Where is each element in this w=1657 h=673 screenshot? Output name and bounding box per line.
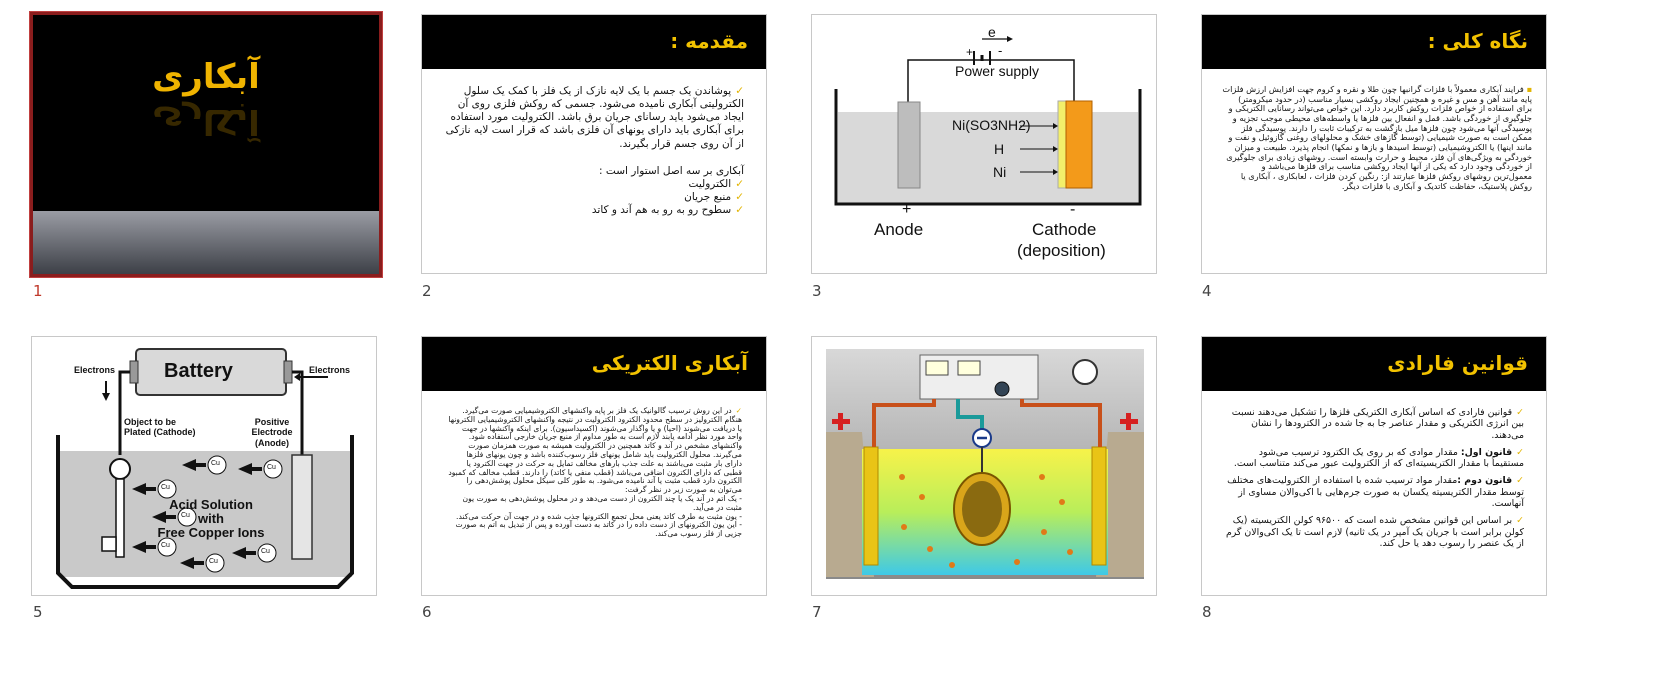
slide-thumbnail-1[interactable] xyxy=(30,12,382,277)
list-item: یون مثبت به طرف کاتد یعنی محل تجمع الکترونها جذب شده و در جهت آن حرکت می‌کند. xyxy=(456,511,737,521)
cathode-object-label: Object to be Plated (Cathode) xyxy=(124,417,196,438)
power-supply-label: Power supply xyxy=(955,63,1040,79)
slide-thumbnail-3[interactable] xyxy=(811,14,1157,274)
anode-sign: + xyxy=(902,201,912,218)
slide-body: ▪ فرایند آبکاری معمولاً با فلزات گرانبها چون طلا و نقره و کروم جهت افزایش ارزش فلزات پایه مانند آهن و مس و غیره و همچنین ایجاد روکشی بسیار مناسب (در حدود میکرومتر) برای استفاده از خواص فلزات روکش کاربرد دارد. این خواص می‌تواند رسانایی الکتریکی و جلوگیری از خوردگی باشد. قمل و انفعال بین فلزها یا واسطه‌های محیطی موجب تجزیه و پوسیدگی آنها می‌شود چون فلزها میل بازگشت به ترکیبات ثابت را دارند. پوسیدگی فلز ممکن است به صورت شیمیایی (توسط گازهای خشک و محلولهای روغنی گازوئیل و نفت و مانند اینها) یا الکتروشیمیایی (توسط اسیدها و بازها و نمکها) انجام پذیرد. طبیعت و میزان خوردگی به ویژگی‌های آن فلز، محیط و حرارت وابسته است. روشهای زیادی برای جلوگیری از خوردگی وجود دارد که یکی از آنها ایجاد روکشی مناسب برای فلزها می‌باشد و معمول‌ترین روشهای روکش فلزها عبارتند از: رنگین کردن فلزات ، لعابکاری ، آبکاری یا روکش پلاستیک، حفاظت کاتدیک و آبکاری با فلزات دیگر. xyxy=(1222,84,1532,191)
slide-title-reflection: آبکاری xyxy=(152,101,260,141)
ion-label: Cu xyxy=(211,460,220,467)
minus-terminal: - xyxy=(998,43,1003,58)
slide-header xyxy=(422,337,766,391)
slide-thumbnail-4[interactable] xyxy=(1201,14,1547,274)
slide-title: آبکاری الکتریکی xyxy=(591,351,748,375)
ion-label: Cu xyxy=(161,484,170,491)
slide-thumbnail-5[interactable] xyxy=(31,336,377,596)
slide-footer-band xyxy=(33,211,379,274)
solution-label: Free Copper Ions xyxy=(157,525,265,540)
body-intro: آبکاری بر سه اصل استوار است : xyxy=(599,164,744,177)
ion-label: Ni(SO3NH2) xyxy=(952,117,1031,133)
ion-label: Cu xyxy=(209,558,218,565)
slide-number: 4 xyxy=(1202,282,1212,300)
slide-thumbnail-8[interactable] xyxy=(1201,336,1547,596)
slide-title: قوانین فارادی xyxy=(1387,351,1528,375)
battery-label: Battery xyxy=(164,360,233,382)
plating-illustration xyxy=(812,337,1157,596)
list-item: قوانین فارادی که اساس آبکاری الکتریکی فلزها را تشکیل می‌دهند نسبت بین انرژی الکتریکی و مقدار عناصر جا به جا شده در الکترودها را نشان می‌دهند. xyxy=(1231,407,1524,441)
ion-label: Cu xyxy=(261,548,270,555)
anode-label: Anode xyxy=(874,220,924,239)
slide-number: 1 xyxy=(33,282,43,300)
electroplating-diagram xyxy=(812,15,1157,274)
slide-number: 6 xyxy=(422,603,432,621)
ion-label: Ni xyxy=(993,164,1007,180)
electrons-label: Electrons xyxy=(309,365,351,375)
cathode-sign: - xyxy=(1070,201,1076,218)
slide-number: 3 xyxy=(812,282,822,300)
solution-label: with xyxy=(198,511,224,526)
plus-terminal: + xyxy=(966,45,974,59)
slide-body xyxy=(1224,407,1524,549)
slide-number: 2 xyxy=(422,282,432,300)
list-item: الکترولیت xyxy=(688,177,732,190)
slide-header xyxy=(422,15,766,69)
slide-body: ✓ در این روش ترسیب گالوانیک یک فلز بر پایه واکنشهای الکتروشیمیایی صورت می‌گیرد. هنگام الکترولیز در سطح محدود الکترود الکترولیت در نتیجه واکنشهای الکتروشیمیایی الکترونها یا دریافت می‌شوند (احیا) و یا واگذار می‌شوند (اکسیداسیون). برای اینکه واکنشها در جهت واحد مورد نظر ادامه یابند لازم است به طور مداوم از منبع جریان خارجی استفاده شود. واکنشهای مشخص در آند و کاتد همچنین در الکترولیت همیشه به صورت همزمان صورت می‌گیرند. محلول الکترولیت باید شامل یونهای فلز رسوب‌کننده باشد و چون یونهای فلزها دارای بار مثبت می‌باشند به علت جذب بارهای مخالف تمایل به حرکت در جهت الکترود یا قطبی که دارای الکترون اضافی می‌باشد (قطب منفی یا کاتد) را دارند. قطب مخالف که کمبود الکترون دارد قطب مثبت یا آند نامیده می‌شود. به طور کلی سیکل محلول پوشش‌دهی را می‌توان به صورت زیر در نظر گرفت: - یک اتم در آند یک یا چند الکترون از دست می‌دهد و در محلول پوشش‌دهی به صورت یون مثبت در می‌آید. - یون مثبت به طرف کاتد یعنی محل تجمع الکترونها جذب شده و در جهت آن حرکت می‌کند. - این یون الکترونهای از دست داده را در کاتد به دست آورده و پس از تبدیل به اتم به صورت جزیی از فلز رسوب می‌کند. xyxy=(448,407,742,539)
body-text: فرایند آبکاری معمولاً با فلزات گرانبها چون طلا و نقره و کروم جهت افزایش ارزش فلزات پایه مانند آهن و مس و غیره و همچنین ایجاد روکشی بسیار مناسب (در حدود میکرومتر) برای استفاده از خواص فلزات روکش کاربرد دارد. این خواص می‌تواند رسانایی الکتریکی و جلوگیری از خوردگی باشد. قمل و انفعال بین فلزها یا واسطه‌های محیطی موجب تجزیه و پوسیدگی آنها می‌شود چون فلزها میل بازگشت به ترکیبات ثابت را دارند. پوسیدگی فلز ممکن است به صورت شیمیایی (توسط گازهای خشک و محلولهای روغنی گازوئیل و نفت و مانند اینها) یا الکتروشیمیایی (توسط اسیدها و بازها و نمکها) انجام پذیرد. طبیعت و میزان خوردگی به ویژگی‌های آن فلز، محیط و حرارت وابسته است. روشهای زیادی برای جلوگیری از خوردگی وجود دارد که یکی از آنها ایجاد روکشی مناسب برای فلزها می‌باشد و معمول‌ترین روشهای روکش فلزها عبارتند از: رنگین کردن فلزات ، لعابکاری ، آبکاری یا روکش پلاستیک، حفاظت کاتدیک و آبکاری با فلزات دیگر. xyxy=(1222,84,1532,191)
ion-label: Cu xyxy=(181,512,190,519)
slide-header xyxy=(1202,337,1546,391)
slide-number: 7 xyxy=(812,603,822,621)
ion-label: Cu xyxy=(161,542,170,549)
ion-label: H xyxy=(994,141,1005,157)
slide-title: آبکاری xyxy=(152,57,260,97)
slide-body xyxy=(440,85,744,217)
list-item: منبع جریان xyxy=(684,190,732,203)
list-item: این یون الکترونهای از دست داده را در کاتد به دست آورده و پس از تبدیل به اتم به صورت جزیی از فلز رسوب می‌کند. xyxy=(455,520,742,539)
slide-header xyxy=(1202,15,1546,69)
list-item: مقدار موادی که بر روی یک الکترود ترسیب می‌شود مستقیماً با مقدار الکتریسیته‌ای که از الکترولیت عبور می‌کند متناسب است. xyxy=(1233,446,1524,470)
electron-label: e xyxy=(988,24,996,40)
ion-label: Cu xyxy=(267,464,276,471)
slide-number: 8 xyxy=(1202,603,1212,621)
slide-thumbnail-6[interactable] xyxy=(421,336,767,596)
electrons-label: Electrons xyxy=(74,365,116,375)
law-label: قانون اول: xyxy=(1460,446,1513,458)
law-label: قانون دوم : xyxy=(1457,475,1513,487)
slide-thumbnail-2[interactable] xyxy=(421,14,767,274)
slide-title: مقدمه : xyxy=(670,29,748,53)
slide-number: 5 xyxy=(33,603,43,621)
body-text: پوشاندن یک جسم با یک لایه نازک از یک فلز با کمک یک سلول الکترولیتی آبکاری نامیده می‌شود. جسمی که روکش فلزی روی آن ایجاد می‌شود باید رسانای جریان برق باشد. الکترولیت مورد استفاده برای آبکاری باید دارای یونهای آن فلزی باشد که قرار است لایه نازکی از آن روی جسم قرار بگیرند. xyxy=(445,85,744,150)
cathode-label: Cathode xyxy=(1032,220,1097,239)
body-text: در این روش ترسیب گالوانیک یک فلز بر پایه واکنشهای الکتروشیمیایی صورت می‌گیرد. هنگام الکترولیز در سطح محدود الکترود الکترولیت در نتیجه واکنشهای الکتروشیمیایی الکترونها یا دریافت می‌شوند (احیا) و یا واگذار می‌شوند (اکسیداسیون). برای اینکه واکنشها در جهت واحد مورد نظر ادامه یابند لازم است به طور مداوم از منبع جریان خارجی استفاده شود. واکنشهای مشخص در آند و کاتد همچنین در الکترولیت همیشه به صورت همزمان صورت می‌گیرند. محلول الکترولیت باید شامل یونهای فلز رسوب‌کننده باشد و چون یونهای فلزها دارای بار مثبت می‌باشند به علت جذب بارهای مخالف تمایل به حرکت در جهت الکترود یا قطبی که دارای الکترون اضافی می‌باشد (قطب منفی یا کاتد) را دارند. قطب مخالف که کمبود الکترون دارد قطب مثبت یا آند نامیده می‌شود. به طور کلی سیکل محلول پوشش‌دهی را می‌توان به صورت زیر در نظر گرفت: xyxy=(448,406,742,495)
deposition-label: (deposition) xyxy=(1017,241,1106,260)
anode-label: Positive Electrode (Anode) xyxy=(251,417,293,448)
list-item: یک اتم در آند یک یا چند الکترون از دست می‌دهد و در محلول پوشش‌دهی به صورت یون مثبت در می‌آید. xyxy=(462,493,742,512)
solution-label: Acid Solution xyxy=(169,497,253,512)
list-item: مقدار مواد ترسیب شده با استفاده از الکترولیت‌های مختلف توسط مقدار الکتریسیته یکسان به صورت جرم‌هایی با اکی‌والان مساوی از آنهاست. xyxy=(1227,475,1524,509)
list-item: سطوح رو به رو به هم آند و کاتد xyxy=(591,204,732,216)
list-item: بر اساس این قوانین مشخص شده است که ۹۶۵۰۰ کولن الکتریسیته (یک کولن برابر است با جریان یک آمپر در یک ثانیه) لازم است تا یک اکی‌والان گرم از یک عنصر را رسوب دهد یا حل کند. xyxy=(1225,515,1524,549)
slide-thumbnail-7[interactable] xyxy=(811,336,1157,596)
slide-title: نگاه کلی : xyxy=(1427,29,1528,53)
